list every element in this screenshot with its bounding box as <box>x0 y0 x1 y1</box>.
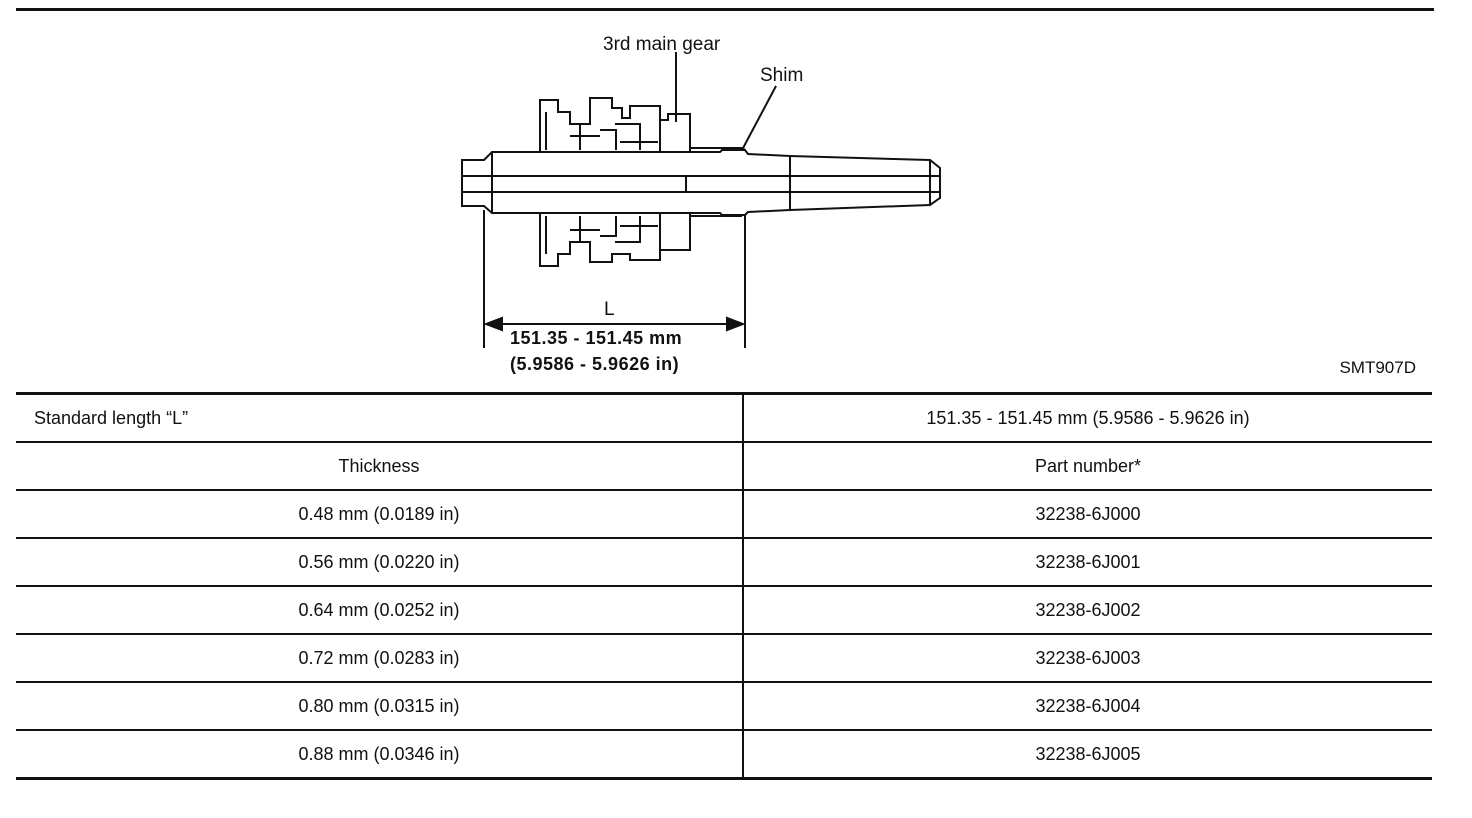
mainshaft-drawing <box>0 0 1472 390</box>
part-number-cell: 32238-6J000 <box>743 490 1432 538</box>
part-number-cell: 32238-6J001 <box>743 538 1432 586</box>
mainshaft-figure <box>0 0 1472 390</box>
standard-length-label: Standard length “L” <box>16 394 743 443</box>
table-row <box>16 586 1432 634</box>
standard-length-value: 151.35 - 151.45 mm (5.9586 - 5.9626 in) <box>743 394 1432 443</box>
thickness-cell: 0.80 mm (0.0315 in) <box>16 682 743 730</box>
thickness-cell: 0.64 mm (0.0252 in) <box>16 586 743 634</box>
part-number-cell: 32238-6J005 <box>743 730 1432 779</box>
label-dimension-l: L <box>604 299 615 320</box>
dimension-mm: 151.35 - 151.45 mm <box>510 328 683 348</box>
label-shim: Shim <box>760 65 804 86</box>
dimension-in: (5.9586 - 5.9626 in) <box>510 354 680 374</box>
table-row <box>16 490 1432 538</box>
table-header-row <box>16 442 1432 490</box>
shim-spec-table <box>16 392 1432 780</box>
thickness-cell: 0.88 mm (0.0346 in) <box>16 730 743 779</box>
thickness-cell: 0.48 mm (0.0189 in) <box>16 490 743 538</box>
table-row <box>16 634 1432 682</box>
part-number-cell: 32238-6J002 <box>743 586 1432 634</box>
label-3rd-main-gear: 3rd main gear <box>603 34 721 55</box>
table-row <box>16 730 1432 779</box>
thickness-cell: 0.56 mm (0.0220 in) <box>16 538 743 586</box>
part-number-cell: 32238-6J004 <box>743 682 1432 730</box>
thickness-cell: 0.72 mm (0.0283 in) <box>16 634 743 682</box>
table-row <box>16 682 1432 730</box>
header-part-number: Part number* <box>743 442 1432 490</box>
part-number-cell: 32238-6J003 <box>743 634 1432 682</box>
table-row <box>16 394 1432 443</box>
table-row <box>16 538 1432 586</box>
figure-id: SMT907D <box>1339 358 1416 377</box>
header-thickness: Thickness <box>16 442 743 490</box>
